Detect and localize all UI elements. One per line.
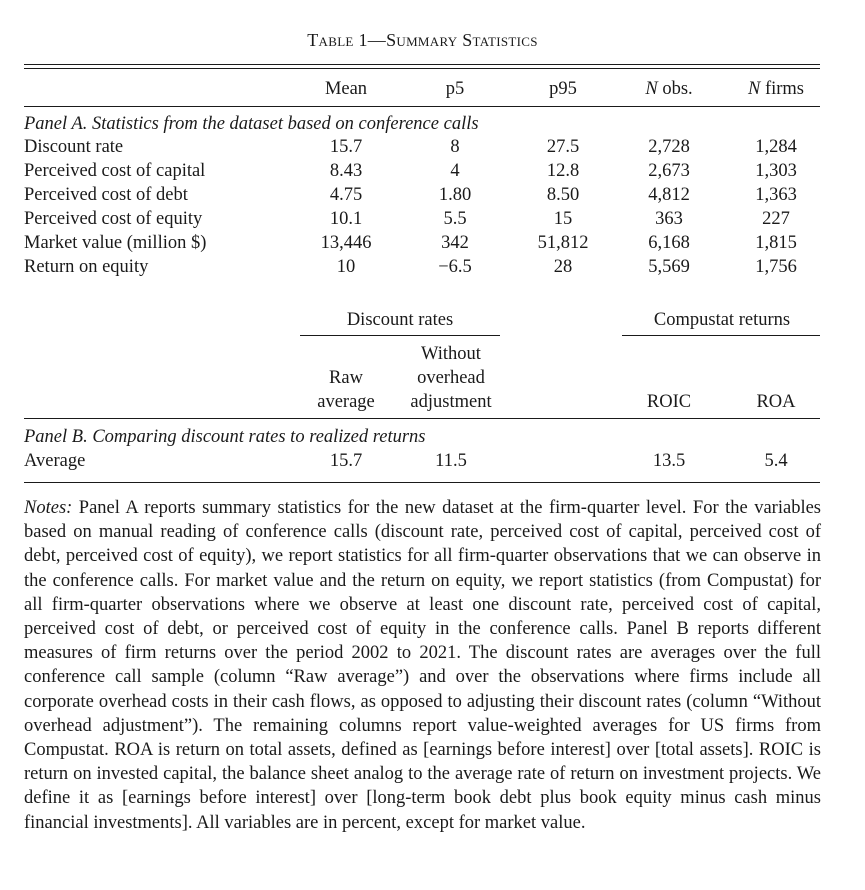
col-header-n-firms: N firms <box>747 79 805 99</box>
panel-a-row-label: Return on equity <box>24 257 149 277</box>
panel-a-cell: 1,756 <box>755 257 797 277</box>
panel-a-cell: 10 <box>336 257 356 277</box>
panel-a-cell: 227 <box>762 209 790 229</box>
panel-a-cell: 342 <box>441 233 469 253</box>
group-header-compustat-returns: Compustat returns <box>653 310 791 330</box>
col-header-n-obs: N obs. <box>645 79 693 99</box>
panel-a-cell: 8 <box>450 137 460 157</box>
group-rule-compustat-returns <box>622 335 820 336</box>
col-header-roic: ROIC <box>646 392 692 412</box>
col-header-without-line-2: overhead <box>417 368 485 388</box>
table-notes <box>24 496 821 835</box>
panel-a-cell: 10.1 <box>329 209 363 229</box>
panel-b-header-rule <box>24 418 820 419</box>
table-title: Table 1—Summary Statistics <box>307 30 538 50</box>
panel-a-cell: 4,812 <box>648 185 690 205</box>
group-header-discount-rates: Discount rates <box>346 310 454 330</box>
panel-a-row-label: Discount rate <box>24 137 124 157</box>
panel-a-cell: 8.43 <box>329 161 363 181</box>
panel-a-cell: 15.7 <box>329 137 363 157</box>
panel-a-heading: Panel A. Statistics from the dataset based on conference calls <box>24 114 479 134</box>
panel-a-cell: 363 <box>655 209 683 229</box>
panel-a-cell: 28 <box>553 257 573 277</box>
panel-a-cell: 12.8 <box>546 161 580 181</box>
panel-a-cell: 15 <box>553 209 573 229</box>
col-header-p5: p5 <box>445 79 465 99</box>
panel-b-value-raw-average: 15.7 <box>329 451 363 471</box>
panel-a-row-label: Perceived cost of capital <box>24 161 206 181</box>
panel-b-row-label: Average <box>24 451 86 471</box>
col-header-without-line-3: adjustment <box>410 392 492 412</box>
col-header-p95: p95 <box>549 79 577 99</box>
panel-a-cell: −6.5 <box>438 257 472 277</box>
panel-a-cell: 1,815 <box>755 233 797 253</box>
panel-a-cell: 1,303 <box>755 161 797 181</box>
top-rule-1 <box>24 64 820 65</box>
panel-a-cell: 8.50 <box>546 185 580 205</box>
panel-a-cell: 51,812 <box>537 233 589 253</box>
panel-a-cell: 4.75 <box>329 185 363 205</box>
group-rule-discount-rates <box>300 335 500 336</box>
panel-a-cell: 13,446 <box>320 233 372 253</box>
panel-a-cell: 27.5 <box>546 137 580 157</box>
top-rule-2 <box>24 68 820 69</box>
notes-label: Notes: <box>24 498 73 518</box>
col-header-roa: ROA <box>756 392 796 412</box>
col-header-raw-line-2: average <box>317 392 375 412</box>
notes-text: Panel A reports summary statistics for the new dataset at the firm-quarter level. For the variables based on manual reading of conference calls (discount rate, perceived cost of capital, perceived cost of debt, perceived cost of equity), we report statistics for all firm-quarter observations that we can observe in the conference calls. For market value and the return on equity, we report statistics (from Compustat) for all firm-quarter observations where we observe at least one discount rate, perceived cost of capital, perceived cost of debt, or perceived cost of equity in the conference calls. Panel B reports different measures of firm returns over the period 2002 to 2021. The discount rates are averages over the full conference call sample (column “Raw average”) and over the observations where firms include all corporate overhead costs in their cash flows, as opposed to adjusting their discount rates (column “Without overhead adjustment”). The remaining columns report value-weighted averages for US firms from Compustat. ROA is return on total assets, defined as [earnings before interest] over [total assets]. ROIC is return on invested capital, the balance sheet analog to the average rate of return on investment projects. We define it as [earnings before interest] over [long-term book debt plus book equity minus cash minus financial investments]. All variables are in percent, except for market value. <box>24 498 821 833</box>
col-header-mean: Mean <box>324 79 368 99</box>
panel-a-cell: 2,728 <box>648 137 690 157</box>
panel-b-heading: Panel B. Comparing discount rates to realized returns <box>24 427 426 447</box>
panel-a-cell: 4 <box>450 161 460 181</box>
bottom-rule <box>24 482 820 483</box>
col-header-without-line-1: Without <box>421 344 481 364</box>
panel-a-cell: 1,363 <box>755 185 797 205</box>
panel-a-cell: 1,284 <box>755 137 797 157</box>
panel-b-value-roa: 5.4 <box>764 451 788 471</box>
panel-a-cell: 2,673 <box>648 161 690 181</box>
panel-a-cell: 1.80 <box>438 185 472 205</box>
panel-a-row-label: Market value (million $) <box>24 233 207 253</box>
header-rule <box>24 106 820 107</box>
panel-a-cell: 5,569 <box>648 257 690 277</box>
panel-a-cell: 6,168 <box>648 233 690 253</box>
panel-a-row-label: Perceived cost of equity <box>24 209 203 229</box>
panel-a-cell: 5.5 <box>443 209 467 229</box>
panel-b-value-without-overhead: 11.5 <box>435 451 467 471</box>
col-header-raw-line-1: Raw <box>329 368 363 388</box>
panel-b-value-roic: 13.5 <box>652 451 686 471</box>
panel-a-row-label: Perceived cost of debt <box>24 185 188 205</box>
